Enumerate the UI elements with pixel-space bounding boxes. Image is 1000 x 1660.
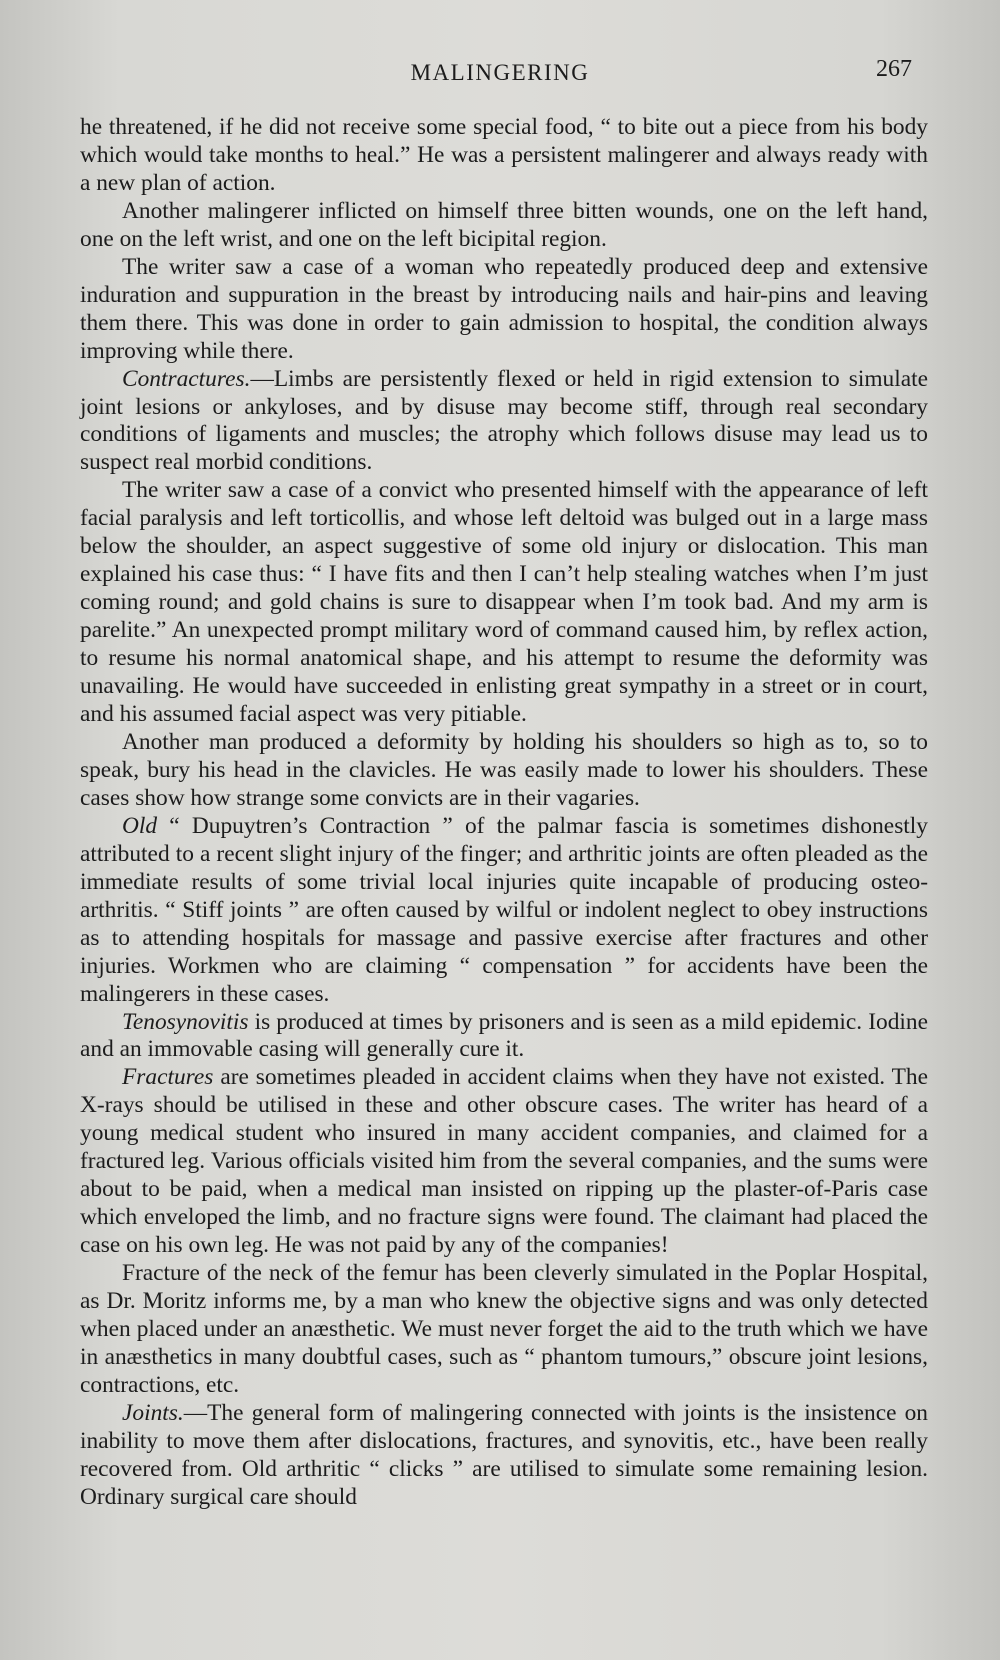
body-text — [80, 114, 928, 1512]
paragraph — [80, 477, 928, 729]
paragraph-text: The writer saw a case of a convict who presented himself with the appearance of left facial paralysis and left torticollis, and whose left deltoid was bulged out in a large mass below the shoulder, an aspect suggestive of some old injury or dislocation. This man explained his case thus: “ I have fits and then I can’t help stealing watches when I’m just coming round; and gold chains is sure to disappear when I’m took bad. And my arm is parelite.” An unexpected prompt military word of command caused him, by reflex action, to resume his normal anatomical shape, and his attempt to resume the deformity was unavailing. He would have succeeded in enlisting great sympathy in a street or in court, and his assumed facial aspect was very pitiable. — [80, 477, 928, 728]
paragraph-text: are sometimes pleaded in accident claims when they have not existed. The X-rays should be utilised in these and other obscure cases. The writer has heard of a young medical student who insured in many accident companies, and claimed for a fractured leg. Various officials visited him from the several companies, and the sums were about to be paid, when a medical man insisted on ripping up the plaster-of-Paris case which enveloped the limb, and no fracture signs were found. The claimant had placed the case on his own leg. He was not paid by any of the companies! — [80, 1064, 928, 1259]
paragraph-text: —The general form of malingering connected with joints is the insistence on inability to move them after dislocations, fractures, and synovitis, etc., have been really recovered from. Old arthritic “ clicks ” are utilised to simulate some remaining lesion. Ordinary surgical care should — [80, 1399, 928, 1510]
paragraph-lead: Contractures. — [122, 365, 251, 392]
paragraph-text: “ Dupuytren’s Contraction ” of the palmar fascia is sometimes dishonestly attributed to a recent slight injury of the finger; and arthritic joints are often pleaded as the immediate results of some trivial local injuries quite incapable of producing osteo-arthritis. “ Stiff joints ” are often caused by wilful or indolent neglect to obey instructions as to attending hospitals for massage and passive exercise after fractures and other injuries. Workmen who are claiming “ compensation ” for accidents have been the malingerers in these cases. — [80, 812, 928, 1007]
paragraph-lead: Joints. — [122, 1399, 184, 1426]
paragraph-text: he threatened, if he did not receive some special food, “ to bite out a piece from his body which would take months to heal.” He was a persistent malingerer and always ready with a new plan of action. — [80, 114, 928, 196]
paragraph — [80, 198, 928, 254]
paragraph-text: is produced at times by prisoners and is seen as a mild epidemic. Iodine and an immovable casing will generally cure it. — [80, 1008, 928, 1063]
paragraph — [80, 1260, 928, 1400]
paragraph — [80, 813, 928, 1009]
paragraph-lead: Fractures — [122, 1064, 214, 1091]
paragraph — [80, 366, 928, 478]
paragraph-text: The writer saw a case of a woman who repeatedly produced deep and extensive induration and suppuration in the breast by introducing nails and hair-pins and leaving them there. This was done in order to gain admission to hospital, the condition always improving while there. — [80, 253, 928, 364]
paragraph — [80, 1064, 928, 1260]
paragraph — [80, 729, 928, 813]
page-header — [0, 56, 1000, 96]
paragraph — [80, 114, 928, 198]
running-title: MALINGERING — [410, 60, 590, 85]
paragraph-text: Another malingerer inflicted on himself three bitten wounds, one on the left hand, one on the left wrist, and one on the left bicipital region. — [80, 197, 928, 252]
paragraph-text: Another man produced a deformity by holding his shoulders so high as to, so to speak, bury his head in the clavicles. He was easily made to lower his shoulders. These cases show how strange some convicts are in their vagaries. — [80, 728, 928, 811]
paragraph-text: —Limbs are persistently flexed or held in rigid extension to simulate joint lesions or ankyloses, and by disuse may become stiff, through real secondary conditions of ligaments and muscles; the atrophy which follows disuse may lead us to suspect real morbid conditions. — [80, 365, 928, 476]
paragraph — [80, 1009, 928, 1065]
paragraph-lead: Old — [122, 812, 158, 839]
paragraph — [80, 1400, 928, 1512]
paragraph-text: Fracture of the neck of the femur has been cleverly simulated in the Poplar Hospital, as Dr. Moritz informs me, by a man who knew the objective signs and was only detected when placed under an anæsthetic. We must never forget the aid to the truth which we have in anæsthetics in many doubtful cases, such as “ phantom tumours,” obscure joint lesions, contractions, etc. — [80, 1260, 928, 1398]
paragraph-lead: Tenosynovitis — [122, 1008, 249, 1035]
page-number: 267 — [876, 56, 912, 82]
paragraph — [80, 254, 928, 366]
